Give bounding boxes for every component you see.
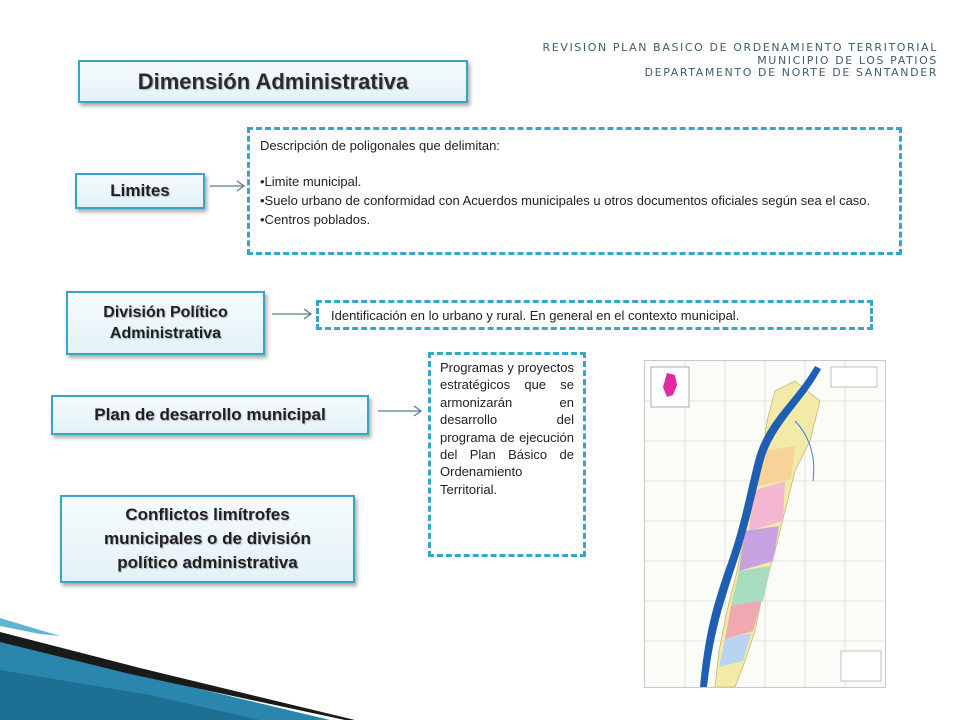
conflictos-label-box [60,495,355,583]
division-label-box [66,291,265,355]
conflictos-label-line-2: municipales o de división [104,529,311,548]
division-label-line-2: Administrativa [109,325,222,342]
header-line-1: REVISION PLAN BASICO DE ORDENAMIENTO TERRITORIAL [542,41,938,54]
document-header [518,42,938,80]
limites-intro: Descripción de poligonales que delimitan: [260,138,500,153]
plan-description-box [428,352,586,557]
plan-label-box [51,395,369,435]
limites-label: Limites [110,181,170,200]
conflictos-label-line-1: Conflictos limítrofes [125,505,290,524]
page-title-text: Dimensión Administrativa [137,68,409,94]
header-line-2: MUNICIPIO DE LOS PATIOS [757,53,938,67]
limites-bullet-3: •Centros poblados. [260,212,371,227]
division-description: Identificación en lo urbano y rural. En general en el contexto municipal. [331,308,740,323]
plan-label: Plan de desarrollo municipal [94,405,326,424]
division-description-box [316,300,873,330]
plan-description: Programas y proyectos estratégicos que se armonizarán en desarrollo del programa de ejecución del Plan Básico de Ordenamiento Territorial. [440,360,574,497]
header-line-3: DEPARTAMENTO DE NORTE DE SANTANDER [644,66,938,79]
limites-bullet-2: •Suelo urbano de conformidad con Acuerdos municipales u otros documentos oficiales según sea el caso. [260,193,871,208]
municipal-map-drawing [645,361,885,687]
decorative-corner-stripes [0,600,360,720]
municipal-map-image [644,360,886,688]
division-label-line-1: División Político [103,304,228,321]
limites-label-box [75,173,205,209]
limites-bullet-1: •Limite municipal. [260,174,362,189]
plan-arrow-icon [376,405,426,417]
page-title [78,60,468,103]
division-arrow-icon [270,308,316,320]
conflictos-label-line-3: político administrativa [117,553,298,572]
limites-arrow-icon [208,180,248,192]
limites-description-box [247,127,902,255]
